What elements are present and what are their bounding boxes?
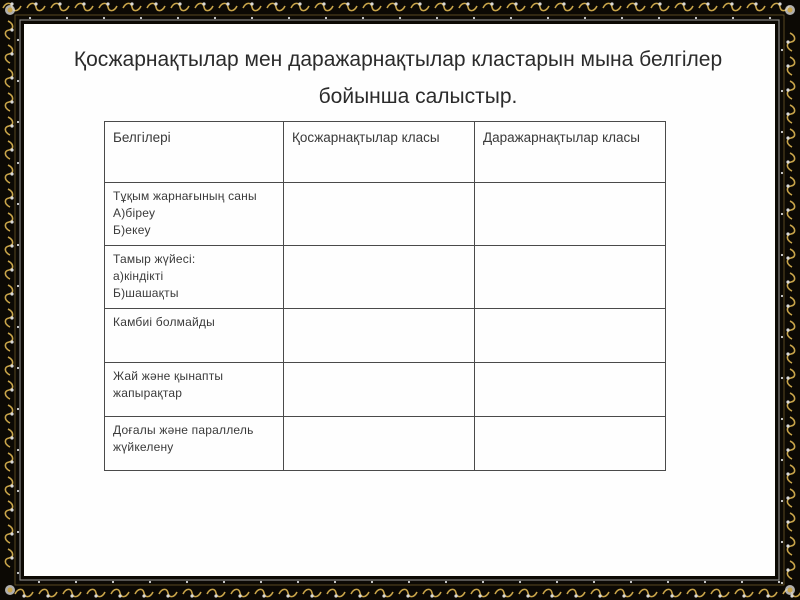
feature-line: Б)екеу xyxy=(113,223,151,237)
header-dicot-class: Қосжарнақтылар класы xyxy=(283,122,474,183)
comparison-table xyxy=(104,121,666,471)
feature-cell xyxy=(105,417,284,471)
slide-title-line-2: бойынша салыстыр. xyxy=(318,85,518,108)
feature-line: Тамыр жүйесі: xyxy=(113,252,196,266)
feature-line: Жай және қынапты xyxy=(113,369,224,383)
monocot-answer-cell xyxy=(474,363,665,417)
feature-line: А)біреу xyxy=(113,206,156,220)
feature-line: Камбиі болмайды xyxy=(113,315,215,329)
dicot-answer-cell xyxy=(283,183,474,246)
feature-cell xyxy=(105,363,284,417)
feature-line: Б)шашақты xyxy=(113,286,179,300)
feature-line: Доғалы және параллель xyxy=(113,423,254,437)
monocot-answer-cell xyxy=(474,246,665,309)
feature-line: жапырақтар xyxy=(113,386,183,400)
table-row xyxy=(105,309,666,363)
dicot-answer-cell xyxy=(283,309,474,363)
table-row xyxy=(105,417,666,471)
dicot-answer-cell xyxy=(283,417,474,471)
table-row xyxy=(105,183,666,246)
feature-line: Тұқым жарнағының саны xyxy=(113,189,257,203)
dicot-answer-cell xyxy=(283,246,474,309)
table-header-row xyxy=(105,122,666,183)
feature-cell xyxy=(105,309,284,363)
feature-line: жүйкелену xyxy=(113,440,174,454)
feature-line: а)кіндікті xyxy=(113,269,164,283)
header-monocot-class: Даражарнақтылар класы xyxy=(474,122,665,183)
dicot-answer-cell xyxy=(283,363,474,417)
monocot-answer-cell xyxy=(474,309,665,363)
table-row xyxy=(105,363,666,417)
feature-cell xyxy=(105,183,284,246)
monocot-answer-cell xyxy=(474,417,665,471)
feature-cell xyxy=(105,246,284,309)
header-features: Белгілері xyxy=(105,122,284,183)
slide-title-line-1: Қосжарнақтылар мен даражарнақтылар кластарын мына белгілер xyxy=(73,48,723,71)
monocot-answer-cell xyxy=(474,183,665,246)
table-row xyxy=(105,246,666,309)
